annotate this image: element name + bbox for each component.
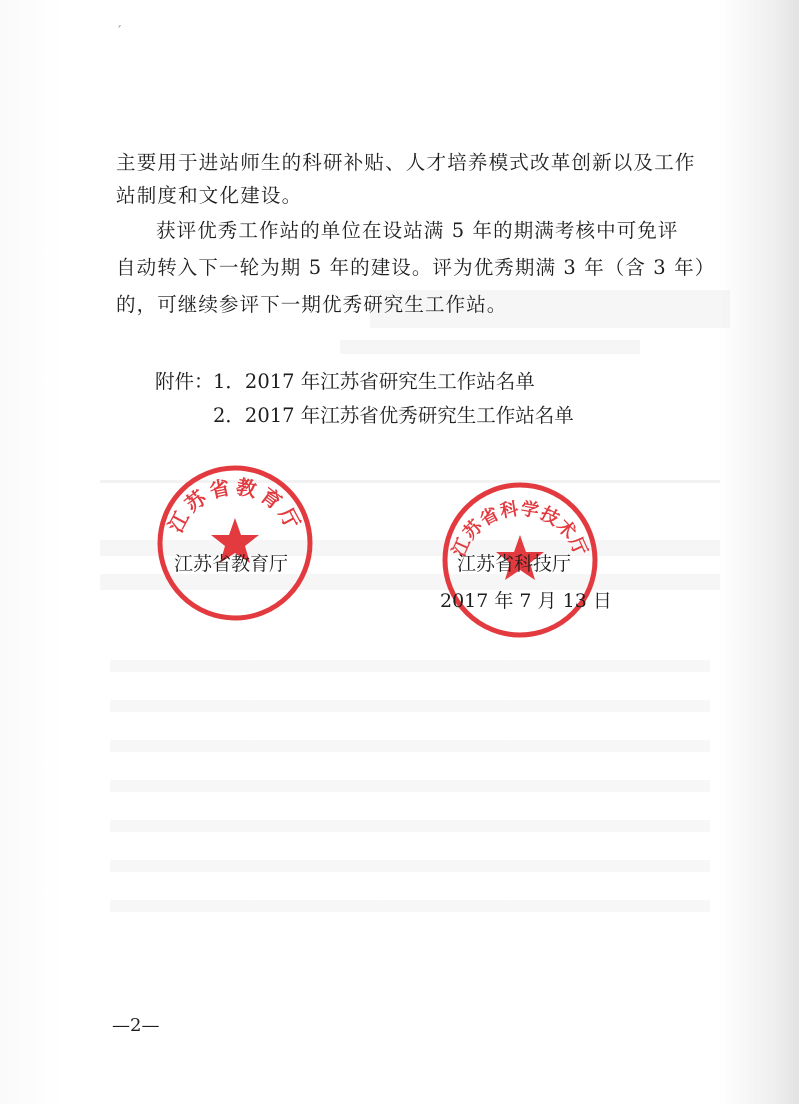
bleed-through-block	[110, 660, 710, 940]
scan-speck: ˊ	[116, 24, 122, 38]
signature-date: 2017 年 7 月 13 日	[440, 590, 612, 612]
seal1-text: 江苏省教育厅	[163, 474, 307, 537]
attachments-label: 附件：	[155, 370, 214, 393]
seal2-text: 江苏省科学技术厅	[448, 498, 592, 560]
body-paragraph-2-line-3: 的，可继续参评下一期优秀研究生工作站。	[116, 293, 508, 316]
body-paragraph-2-line-1: 获评优秀工作站的单位在设站满 5 年的期满考核中可免评	[156, 219, 679, 242]
body-paragraph-1-line-2: 站制度和文化建设。	[116, 184, 303, 207]
body-paragraph-1-line-1: 主要用于进站师生的科研补贴、人才培养模式改革创新以及工作	[116, 151, 696, 174]
education-department-seal	[155, 463, 315, 623]
signer-education-department: 江苏省教育厅	[174, 553, 289, 575]
attachment-item-2: 2．2017 年江苏省优秀研究生工作站名单	[213, 404, 574, 427]
page-number: —2—	[112, 1015, 160, 1036]
body-paragraph-2-line-2: 自动转入下一轮为期 5 年的建设。评为优秀期满 3 年（含 3 年）	[116, 256, 716, 279]
signer-science-technology-department: 江苏省科技厅	[457, 553, 572, 575]
attachment-item-1: 1．2017 年江苏省研究生工作站名单	[213, 370, 535, 393]
